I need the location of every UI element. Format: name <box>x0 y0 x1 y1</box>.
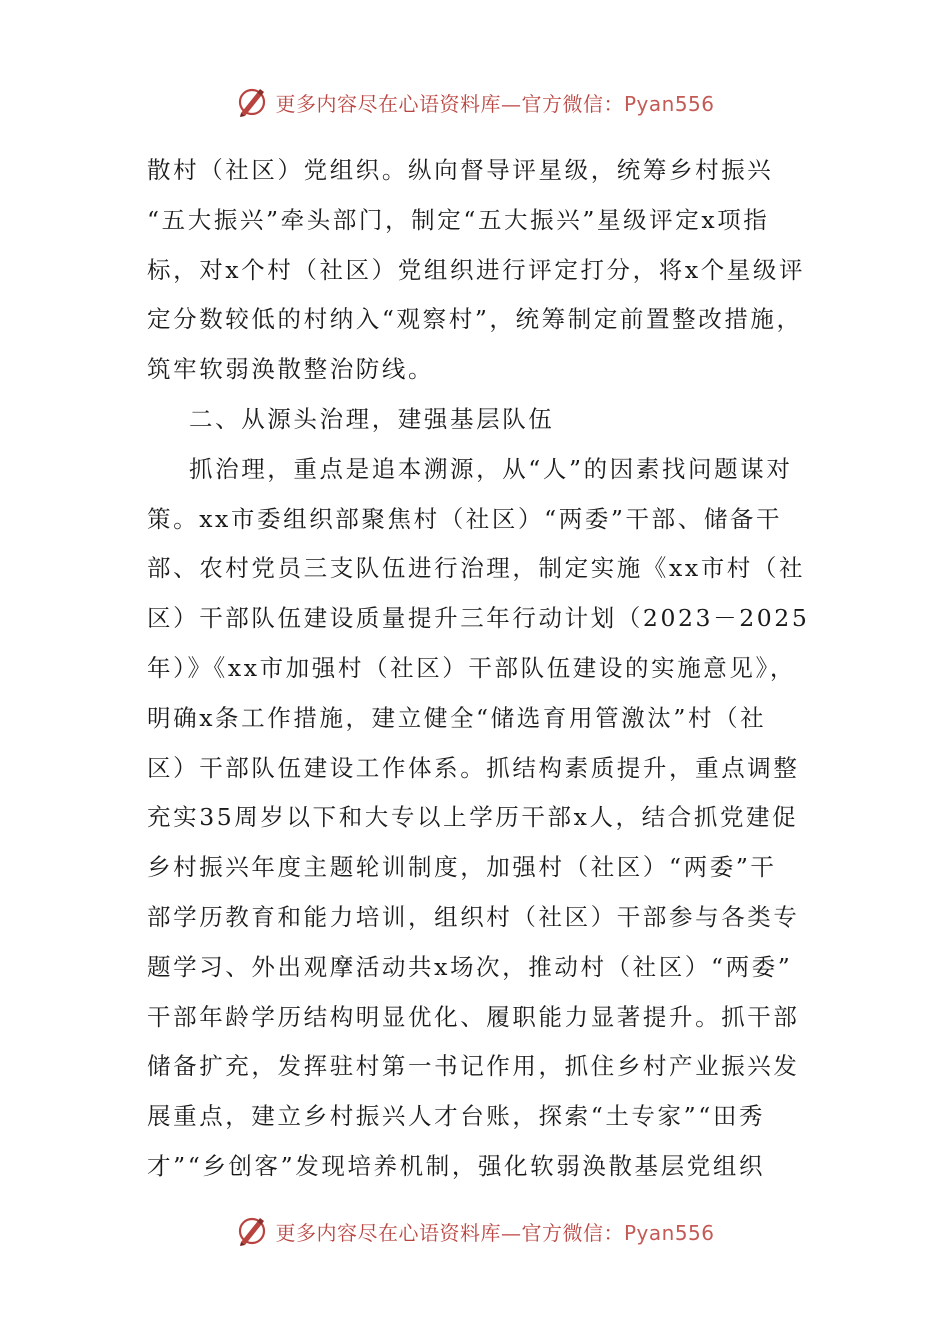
paragraph-line: 策。xx市委组织部聚焦村（社区）“两委”干部、储备干 <box>147 504 783 533</box>
pen-logo-icon <box>235 1214 269 1248</box>
paragraph-line: 抓治理，重点是追本溯源，从“人”的因素找问题谋对 <box>189 454 793 483</box>
paragraph-line: 题学习、外出观摩活动共x场次，推动村（社区）“两委” <box>147 952 793 981</box>
section-heading: 二、从源头治理，建强基层队伍 <box>189 404 555 433</box>
paragraph-line: 部学历教育和能力培训，组织村（社区）干部参与各类专 <box>147 902 800 931</box>
paragraph-line: 才”“乡创客”发现培养机制，强化软弱涣散基层党组织 <box>147 1151 766 1180</box>
paragraph-line: 乡村振兴年度主题轮训制度，加强村（社区）“两委”干 <box>147 853 777 882</box>
header-watermark-banner <box>0 82 950 122</box>
paragraph-line: 部、农村党员三支队伍进行治理，制定实施《xx市村（社 <box>147 554 806 583</box>
paragraph-line: 散村（社区）党组织。纵向督导评星级，统筹乡村振兴 <box>147 156 774 184</box>
paragraph-line: “五大振兴”牵头部门，制定“五大振兴”星级评定x项指 <box>147 205 770 234</box>
paragraph-line: 干部年龄学历结构明显优化、履职能力显著提升。抓干部 <box>147 1002 800 1031</box>
paragraph-line: 筑牢软弱涣散整治防线。 <box>147 355 435 384</box>
paragraph-line: 展重点，建立乡村振兴人才台账，探索“土专家”“田秀 <box>147 1102 766 1131</box>
document-body <box>147 146 810 1192</box>
paragraph-line: 充实35周岁以下和大专以上学历干部x人，结合抓党建促 <box>147 803 799 832</box>
paragraph-line: 标，对x个村（社区）党组织进行评定打分，将x个星级评 <box>147 255 806 284</box>
paragraph-line: 年）》《xx市加强村（社区）干部队伍建设的实施意见》， <box>147 653 796 682</box>
paragraph-line: 区）干部队伍建设质量提升三年行动计划（2023－2025 <box>147 604 810 633</box>
paragraph-line: 明确x条工作措施，建立健全“储选育用管激汰”村（社 <box>147 703 767 732</box>
pen-logo-icon <box>235 85 269 119</box>
footer-watermark-banner <box>0 1211 950 1251</box>
watermark-text: 更多内容尽在心语资料库—官方微信：Pyan556 <box>275 1220 715 1245</box>
paragraph-line: 区）干部队伍建设工作体系。抓结构素质提升，重点调整 <box>147 753 800 782</box>
paragraph-line: 储备扩充，发挥驻村第一书记作用，抓住乡村产业振兴发 <box>147 1052 800 1081</box>
paragraph-line: 定分数较低的村纳入“观察村”，统筹制定前置整改措施， <box>147 305 803 334</box>
watermark-text: 更多内容尽在心语资料库—官方微信：Pyan556 <box>275 91 715 116</box>
